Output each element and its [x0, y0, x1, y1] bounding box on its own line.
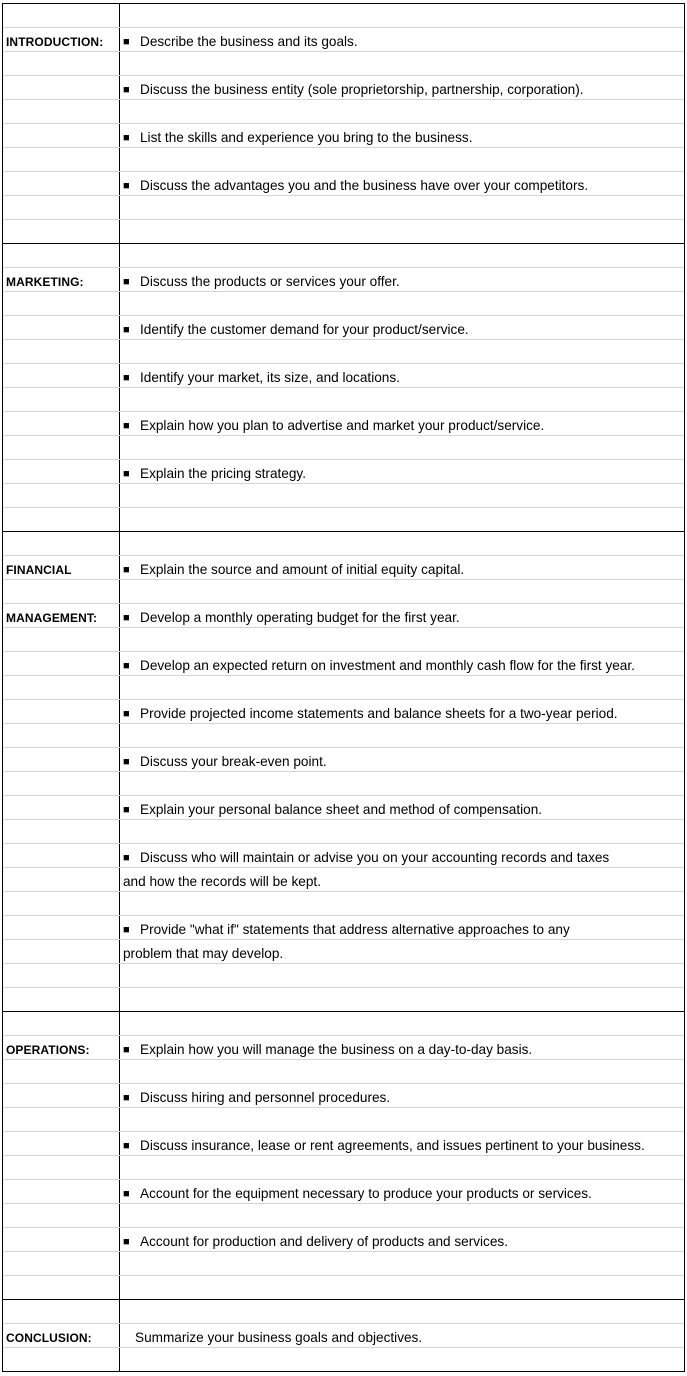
sheet-row: [3, 268, 684, 292]
checklist-item-text: Summarize your business goals and objectives.: [135, 1330, 423, 1345]
sheet-row: [3, 412, 684, 436]
bullet-icon: ■: [123, 564, 130, 576]
bullet-icon: ■: [123, 708, 130, 720]
checklist-item: [123, 844, 609, 868]
sheet-row: [3, 1204, 684, 1228]
sheet-row: [3, 292, 684, 316]
sheet-row: [3, 4, 684, 28]
bullet-icon: ■: [123, 1236, 130, 1248]
sheet-row: [3, 772, 684, 796]
business-plan-outline-sheet: [2, 3, 685, 1372]
bullet-icon: ■: [123, 852, 130, 864]
checklist-item: [123, 652, 635, 676]
sheet-row: [3, 820, 684, 844]
sheet-row: [3, 556, 684, 580]
section-separator-row: [3, 1276, 684, 1300]
checklist-item: [123, 796, 542, 820]
checklist-item-text: Discuss the advantages you and the business have over your competitors.: [140, 178, 589, 193]
checklist-item: [123, 76, 584, 100]
bullet-icon: ■: [123, 84, 130, 96]
sheet-row: [3, 1108, 684, 1132]
checklist-item: [123, 1180, 592, 1204]
sheet-row: [3, 28, 684, 52]
bullet-icon: ■: [123, 468, 130, 480]
checklist-item-text: problem that may develop.: [123, 946, 284, 961]
sheet-row: [3, 748, 684, 772]
checklist-item-text: Explain the pricing strategy.: [140, 466, 306, 481]
sheet-row: [3, 52, 684, 76]
sheet-row: [3, 1300, 684, 1324]
sheet-row: [3, 628, 684, 652]
bullet-icon: ■: [123, 276, 130, 288]
sheet-row: [3, 436, 684, 460]
sheet-row: [3, 940, 684, 964]
sheet-row: [3, 100, 684, 124]
sheet-row: [3, 196, 684, 220]
checklist-item: [123, 556, 464, 580]
sheet-row: [3, 652, 684, 676]
checklist-item: [123, 700, 618, 724]
section-separator-row: [3, 508, 684, 532]
checklist-item-text: Explain how you plan to advertise and market your product/service.: [140, 418, 545, 433]
checklist-item: [123, 28, 358, 52]
checklist-item-text: Describe the business and its goals.: [140, 34, 358, 49]
checklist-item-text: Account for the equipment necessary to produce your products or services.: [140, 1186, 592, 1201]
bullet-icon: ■: [123, 660, 130, 672]
checklist-item-text: Discuss the products or services your offer.: [140, 274, 400, 289]
checklist-item: [123, 604, 460, 628]
bullet-icon: ■: [123, 324, 130, 336]
checklist-item: [123, 364, 400, 388]
sheet-row: [3, 484, 684, 508]
sheet-row: [3, 1084, 684, 1108]
checklist-item: [123, 316, 469, 340]
sheet-row: [3, 796, 684, 820]
section-label: CONCLUSION:: [6, 1331, 92, 1345]
bullet-icon: ■: [123, 372, 130, 384]
bullet-icon: ■: [123, 132, 130, 144]
sheet-row: [3, 676, 684, 700]
checklist-item: [123, 460, 306, 484]
checklist-item-text: Identify the customer demand for your product/service.: [140, 322, 469, 337]
checklist-item-text: Develop a monthly operating budget for the first year.: [140, 610, 460, 625]
sheet-row: [3, 364, 684, 388]
checklist-item-continuation: [123, 868, 321, 892]
sheet-row: [3, 916, 684, 940]
checklist-item-text: Discuss hiring and personnel procedures.: [140, 1090, 391, 1105]
sheet-row: [3, 76, 684, 100]
checklist-item-text: List the skills and experience you bring to the business.: [140, 130, 473, 145]
checklist-item-text: Explain the source and amount of initial equity capital.: [140, 562, 465, 577]
checklist-item-text: Explain how you will manage the business on a day-to-day basis.: [140, 1042, 533, 1057]
sheet-row: [3, 244, 684, 268]
sheet-row: [3, 532, 684, 556]
bullet-icon: ■: [123, 804, 130, 816]
sheet-row: [3, 124, 684, 148]
sheet-row: [3, 724, 684, 748]
checklist-item: [123, 1036, 532, 1060]
checklist-item: [123, 124, 472, 148]
section-label: INTRODUCTION:: [6, 35, 104, 49]
bullet-icon: ■: [123, 1092, 130, 1104]
sheet-row: [3, 700, 684, 724]
sheet-row: [3, 604, 684, 628]
sheet-row: [3, 1228, 684, 1252]
checklist-item: [123, 268, 400, 292]
checklist-item: [123, 1084, 390, 1108]
bullet-icon: ■: [123, 612, 130, 624]
checklist-item-text: Develop an expected return on investment and monthly cash flow for the first year.: [140, 658, 635, 673]
checklist-item: [123, 748, 327, 772]
sheet-row: [3, 172, 684, 196]
checklist-item-text: Discuss insurance, lease or rent agreements, and issues pertinent to your business.: [140, 1138, 645, 1153]
checklist-item: [123, 1324, 422, 1348]
section-label: MANAGEMENT:: [6, 611, 98, 625]
checklist-item: [123, 412, 544, 436]
sheet-row: [3, 1036, 684, 1060]
bullet-icon: ■: [123, 1188, 130, 1200]
checklist-item-text: Account for production and delivery of products and services.: [140, 1234, 508, 1249]
bullet-icon: ■: [123, 924, 130, 936]
section-separator-row: [3, 988, 684, 1012]
sheet-row: [3, 148, 684, 172]
checklist-item: [123, 1228, 508, 1252]
sheet-row: [3, 316, 684, 340]
sheet-row: [3, 388, 684, 412]
checklist-item-text: Discuss who will maintain or advise you on your accounting records and taxes: [140, 850, 610, 865]
section-separator-row: [3, 220, 684, 244]
sheet-row: [3, 340, 684, 364]
sheet-row: [3, 1060, 684, 1084]
sheet-row: [3, 1012, 684, 1036]
sheet-row: [3, 1156, 684, 1180]
checklist-item-text: Discuss the business entity (sole proprietorship, partnership, corporation).: [140, 82, 584, 97]
checklist-item-text: Provide "what if" statements that address alternative approaches to any: [140, 922, 570, 937]
sheet-row: [3, 1132, 684, 1156]
bullet-icon: ■: [123, 1044, 130, 1056]
sheet-row: [3, 580, 684, 604]
checklist-item-text: Provide projected income statements and balance sheets for a two-year period.: [140, 706, 618, 721]
checklist-item-continuation: [123, 940, 283, 964]
bullet-icon: ■: [123, 756, 130, 768]
sheet-row: [3, 844, 684, 868]
sheet-row: [3, 964, 684, 988]
sheet-row: [3, 460, 684, 484]
section-label: FINANCIAL: [6, 563, 72, 577]
sheet-row: [3, 1324, 684, 1348]
bullet-icon: ■: [123, 180, 130, 192]
sheet-row: [3, 1252, 684, 1276]
checklist-item: [123, 172, 588, 196]
checklist-item-text: and how the records will be kept.: [123, 874, 321, 889]
bullet-icon: ■: [123, 36, 130, 48]
bullet-icon: ■: [123, 1140, 130, 1152]
sheet-row: [3, 1348, 684, 1372]
sheet-row: [3, 892, 684, 916]
sheet-row: [3, 1180, 684, 1204]
checklist-item-text: Explain your personal balance sheet and method of compensation.: [140, 802, 543, 817]
section-label: MARKETING:: [6, 275, 84, 289]
checklist-item: [123, 1132, 645, 1156]
checklist-item-text: Discuss your break-even point.: [140, 754, 327, 769]
sheet-row: [3, 868, 684, 892]
checklist-item: [123, 916, 570, 940]
bullet-icon: ■: [123, 420, 130, 432]
checklist-item-text: Identify your market, its size, and locations.: [140, 370, 400, 385]
section-label: OPERATIONS:: [6, 1043, 90, 1057]
